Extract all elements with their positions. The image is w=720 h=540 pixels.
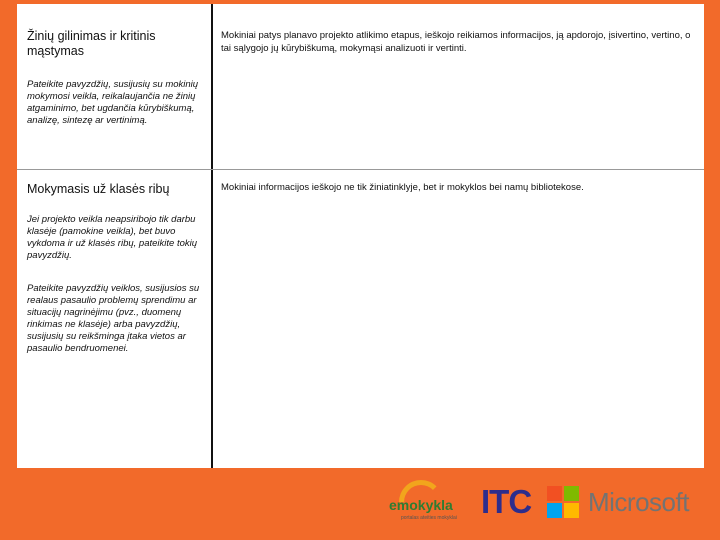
ms-square-green — [564, 486, 579, 501]
row2-note-2: Pateikite pavyzdžių veiklos, susijusios su realaus pasaulio problemų sprendimu ar situacijų nagrinėjimu (pvz., duomenų rinkimas ne klasėje) arba pavyzdžių, susijusių su reikšminga įtaka vietos ar pasaulio bendruomenei. — [27, 283, 200, 354]
ms-square-blue — [547, 503, 562, 518]
row-divider — [17, 169, 704, 170]
row1-note: Pateikite pavyzdžių, susijusių su mokinių mokymosi veikla, reikalaujančia ne žinių atgaminimo, bet ugdančia kūrybiškumą, analizę, sintezę ar vertinimą. — [27, 79, 199, 126]
itc-logo: ITC — [481, 483, 532, 520]
partner-logos — [383, 478, 708, 526]
row2-note-1: Jei projekto veikla neapsiribojo tik darbu klasėje (pamokine veikla), bet buvo vykdoma ir už klasės ribų, pateikite tokių pavyzdžių. — [27, 214, 198, 261]
row1-heading: Žinių gilinimas ir kritinis mąstymas — [27, 29, 156, 58]
table-sheet — [17, 4, 704, 468]
ms-square-yellow — [564, 503, 579, 518]
ms-square-red — [547, 486, 562, 501]
row2-answer: Mokiniai informacijos ieškojo ne tik žiniatinklyje, bet ir mokyklos bei namų bibliotekose. — [221, 182, 584, 193]
emokykla-logo — [383, 478, 473, 526]
microsoft-wordmark: Microsoft — [588, 486, 689, 517]
emokykla-wordmark: emokykla — [389, 497, 453, 513]
row1-answer: Mokiniai patys planavo projekto atlikimo etapus, ieškojo reikiamos informacijos, ją apdorojo, įsivertino, vertino, o tai sąlygojo jų kūrybiškumą, mokymąsi analizuoti ir vertinti. — [221, 30, 691, 54]
row2-heading: Mokymasis už klasės ribų — [27, 182, 170, 196]
microsoft-windows-icon — [547, 486, 579, 518]
column-divider — [211, 4, 213, 468]
emokykla-tagline: portalas ateities mokyklai — [401, 515, 457, 521]
